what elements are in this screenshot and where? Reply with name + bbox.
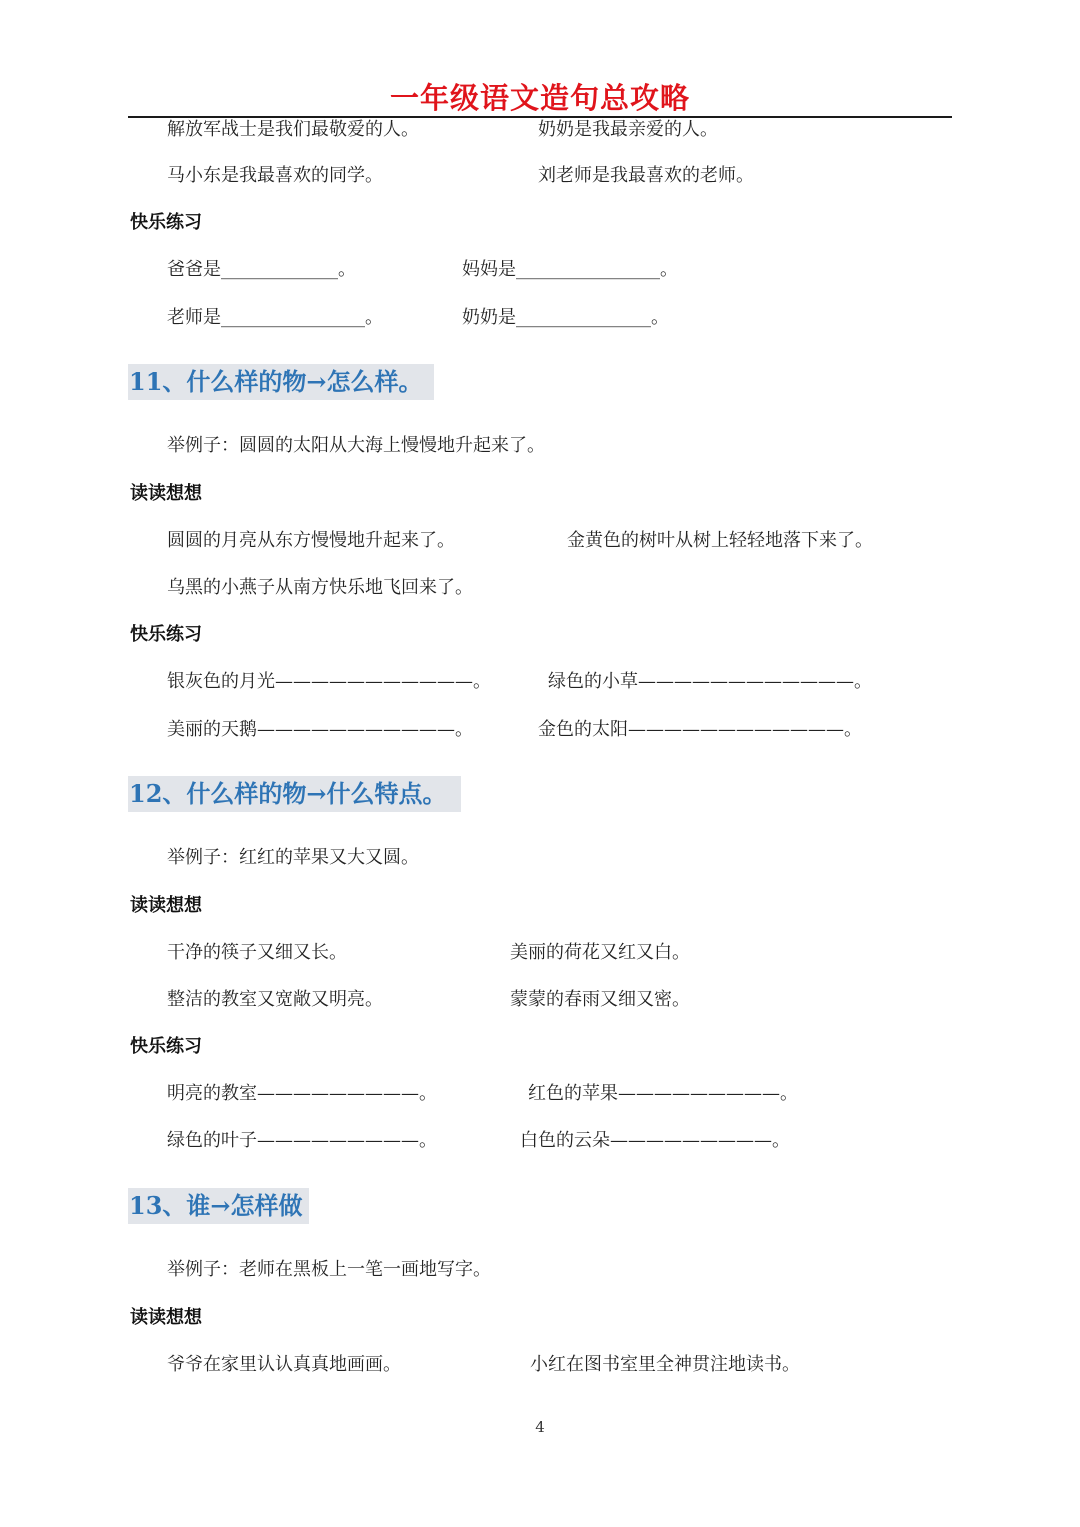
practice-fill-blank: 银灰色的月光———————————。 <box>167 671 491 692</box>
practice-fill-blank: 红色的苹果—————————。 <box>528 1083 798 1104</box>
read-think-label: 读读想想 <box>130 895 202 916</box>
practice-label: 快乐练习 <box>130 624 202 645</box>
example-sentence: 马小东是我最喜欢的同学。 <box>167 165 383 186</box>
practice-fill-blank: 爸爸是_____________。 <box>167 259 356 280</box>
practice-fill-blank: 美丽的天鹅———————————。 <box>167 719 473 740</box>
read-sentence: 金黄色的树叶从树上轻轻地落下来了。 <box>567 530 873 551</box>
example-sentence: 刘老师是我最喜欢的老师。 <box>538 165 754 186</box>
page-number: 4 <box>535 1418 545 1436</box>
read-sentence: 蒙蒙的春雨又细又密。 <box>510 989 690 1010</box>
example-sentence: 举例子：红红的苹果又大又圆。 <box>167 847 419 868</box>
practice-fill-blank: 白色的云朵—————————。 <box>520 1130 790 1151</box>
practice-fill-blank: 绿色的叶子—————————。 <box>167 1130 437 1151</box>
example-sentence: 举例子：老师在黑板上一笔一画地写字。 <box>167 1259 491 1280</box>
read-think-label: 读读想想 <box>130 1307 202 1328</box>
section-heading-12: 12、什么样的物→什么特点。 <box>128 776 461 812</box>
section-heading-13: 13、谁→怎样做 <box>128 1188 309 1224</box>
practice-label: 快乐练习 <box>130 212 202 233</box>
example-sentence: 解放军战士是我们最敬爱的人。 <box>167 119 419 140</box>
read-sentence: 爷爷在家里认认真真地画画。 <box>167 1354 401 1375</box>
read-sentence: 美丽的荷花又红又白。 <box>510 942 690 963</box>
practice-fill-blank: 妈妈是________________。 <box>462 259 678 280</box>
practice-label: 快乐练习 <box>130 1036 202 1057</box>
read-sentence: 乌黑的小燕子从南方快乐地飞回来了。 <box>167 577 473 598</box>
read-sentence: 圆圆的月亮从东方慢慢地升起来了。 <box>167 530 455 551</box>
read-sentence: 干净的筷子又细又长。 <box>167 942 347 963</box>
read-sentence: 小红在图书室里全神贯注地读书。 <box>530 1354 800 1375</box>
practice-fill-blank: 奶奶是_______________。 <box>462 307 669 328</box>
read-sentence: 整洁的教室又宽敞又明亮。 <box>167 989 383 1010</box>
page-title: 一年级语文造句总攻略 <box>389 81 690 115</box>
practice-fill-blank: 绿色的小草————————————。 <box>548 671 872 692</box>
read-think-label: 读读想想 <box>130 483 202 504</box>
practice-fill-blank: 老师是________________。 <box>167 307 383 328</box>
section-heading-11: 11、什么样的物→怎么样。 <box>128 364 434 400</box>
practice-fill-blank: 明亮的教室—————————。 <box>167 1083 437 1104</box>
example-sentence: 奶奶是我最亲爱的人。 <box>538 119 718 140</box>
example-sentence: 举例子：圆圆的太阳从大海上慢慢地升起来了。 <box>167 435 545 456</box>
practice-fill-blank: 金色的太阳————————————。 <box>538 719 862 740</box>
